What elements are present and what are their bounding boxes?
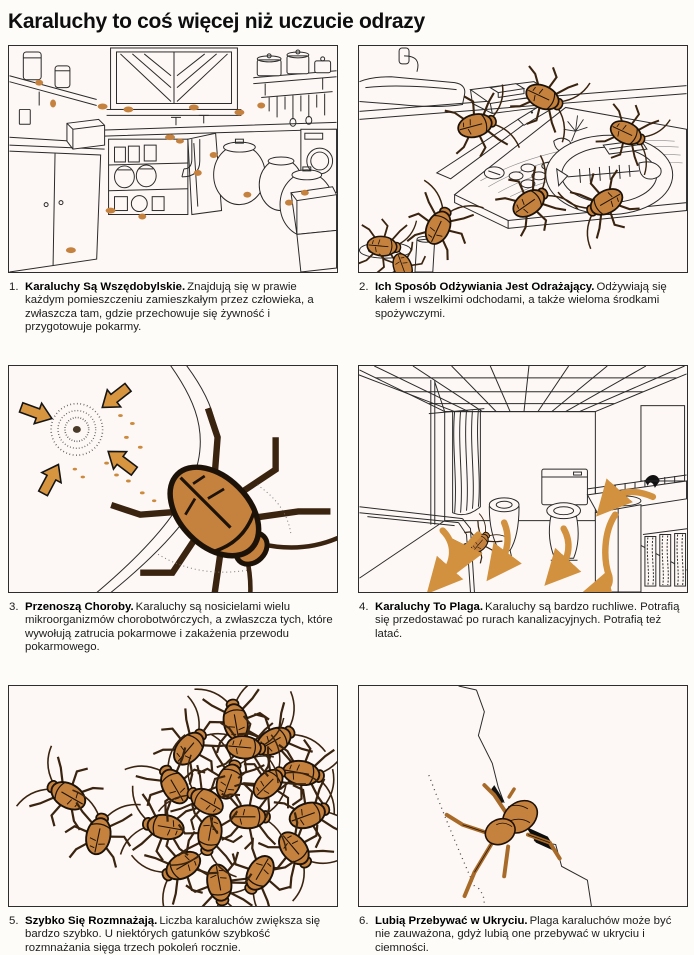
- germ-colony: [51, 403, 103, 455]
- antenna-dotted-line: [478, 888, 484, 906]
- panel-6: [358, 685, 688, 955]
- caption-heading: Karaluchy Są Wszędobylskie.: [25, 281, 186, 293]
- caption-body: Znajdują się w prawie każdym pomieszczeniu zamieszkałym przez człowieka, a zwłaszcza tam, gdzie przechowuje się żywność i przygotowuje pokarmy.: [25, 281, 314, 334]
- mirror: [641, 405, 685, 480]
- caption-body: Liczba karaluchów zwiększa się bardzo szybko. U niektórych gatunków szybkość rozmnażania sięga trzech pokoleń rocznie.: [25, 914, 321, 954]
- ceiling: [359, 366, 687, 412]
- window: [107, 48, 242, 115]
- caption-number: 3.: [9, 600, 19, 613]
- caption-5: [9, 915, 338, 955]
- panel-grid: [8, 45, 688, 955]
- caption-body: Karaluchy są bardzo ruchliwe. Potrafią się przedostawać po rurach kanalizacyjnych. Potrafią też latać.: [375, 600, 680, 640]
- towel-rail: [643, 528, 687, 585]
- cockroach-cluster: [121, 686, 337, 906]
- caption-text: [375, 601, 688, 641]
- light-switch: [19, 109, 30, 124]
- caption-text: [375, 915, 688, 955]
- sink-and-faucet: [359, 48, 464, 106]
- wall-shelf-left: [9, 52, 96, 106]
- panel-4: [358, 365, 688, 655]
- caption-number: 4.: [359, 600, 369, 613]
- panel-3: [8, 365, 338, 655]
- caption-number: 5.: [9, 914, 19, 927]
- caption-heading: Szybko Się Rozmnażają.: [25, 914, 158, 927]
- caption-body: Karaluchy są nosicielami wielu mikroorganizmów chorobotwórczych, a zwłaszcza tych, które wywołują zatrucia pokarmowe i zakażenia przewodu pokarmowego.: [25, 600, 333, 654]
- shower-curtain: [429, 380, 485, 525]
- open-cupboard: [109, 133, 222, 214]
- panel-2: [358, 45, 688, 335]
- block-arrow-icon: [17, 397, 55, 429]
- cockroach-icon: [89, 386, 337, 592]
- caption-heading: Karaluchy To Plaga.: [375, 600, 484, 613]
- bathroom-illustration: [359, 366, 687, 592]
- caption-6: [359, 915, 688, 955]
- caption-4: [359, 601, 688, 641]
- block-arrow-icon: [96, 379, 135, 416]
- swarm-illustration: [9, 686, 337, 906]
- caption-heading: Ich Sposób Odżywiania Jest Odrażający.: [375, 281, 595, 293]
- germ-plate-illustration: [9, 366, 337, 592]
- caption-number: 1.: [9, 281, 19, 293]
- caption-text: [25, 915, 338, 955]
- panel-1: [8, 45, 338, 335]
- caption-heading: Lubią Przebywać w Ukryciu.: [375, 914, 528, 927]
- caption-body: Plaga karaluchów może być nie zauważona, gdyż lubią one przebywać w ukryciu i ciemności.: [375, 914, 672, 954]
- panel-6-frame: [358, 685, 688, 907]
- wall-crack-illustration: [359, 686, 687, 906]
- panel-4-frame: [358, 365, 688, 593]
- cardboard-boxes: [291, 187, 337, 272]
- block-arrow-icon: [102, 443, 141, 480]
- bathtub: [359, 507, 474, 592]
- caption-text: [25, 601, 338, 655]
- caption-number: 2.: [359, 281, 369, 293]
- caption-3: [9, 601, 338, 655]
- wall-crack: [459, 686, 592, 906]
- block-arrow-icon: [33, 459, 68, 498]
- caption-heading: Przenoszą Choroby.: [25, 600, 134, 613]
- page-title: Karaluchy to coś więcej niż uczucie odrazy: [8, 10, 425, 33]
- antenna-dotted-line: [429, 775, 475, 886]
- countertop-illustration: [359, 46, 687, 272]
- wall-shelf-right: [253, 50, 336, 126]
- panel-2-frame: [358, 45, 688, 273]
- caption-2: [359, 281, 688, 321]
- caption-text: [25, 281, 338, 335]
- panel-5: [8, 685, 338, 955]
- panel-3-frame: [8, 365, 338, 593]
- panel-5-frame: [8, 685, 338, 907]
- toilet: [542, 469, 588, 560]
- caption-1: [9, 281, 338, 335]
- caption-body: Odżywiają się kałem i wszelkimi odchodami, a także wieloma środkami spożywczymi.: [375, 281, 667, 320]
- panel-1-frame: [8, 45, 338, 273]
- caption-text: [375, 281, 688, 321]
- kitchen-illustration: [9, 46, 337, 272]
- caption-number: 6.: [359, 914, 369, 927]
